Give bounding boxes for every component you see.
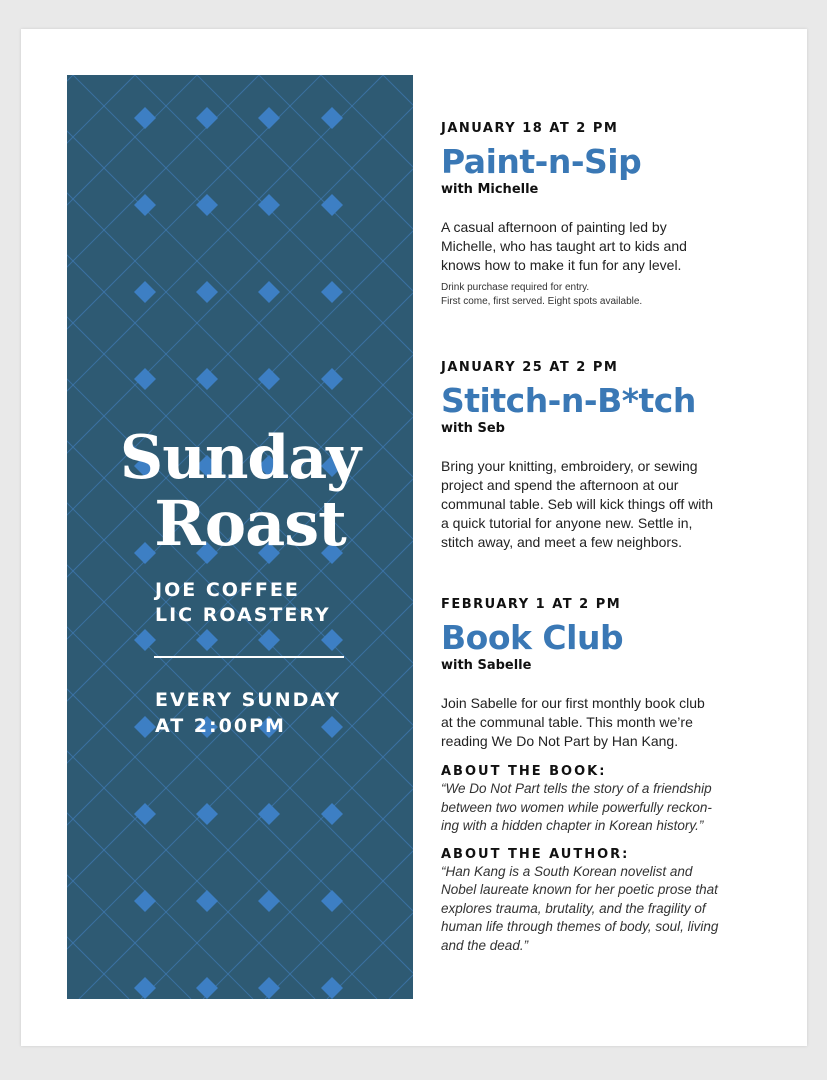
pattern-diamond xyxy=(321,194,343,216)
pattern-diamond xyxy=(134,629,156,651)
pattern-diamond xyxy=(196,977,218,999)
quote-line: “We Do Not Part tells the story of a friendship xyxy=(441,781,712,796)
about-book-heading: ABOUT THE BOOK: xyxy=(441,764,607,779)
note-line: First come, first served. Eight spots available. xyxy=(441,296,643,307)
about-author-heading: ABOUT THE AUTHOR: xyxy=(441,846,630,862)
event-host: with Seb xyxy=(441,421,505,436)
pattern-diamond xyxy=(321,368,343,390)
pattern-diamond xyxy=(196,890,218,912)
event-host: with Michelle xyxy=(441,182,539,197)
description-line: a quick tutorial for anyone new. Settle in, xyxy=(441,515,693,531)
pattern-diamond xyxy=(258,281,280,303)
event-book-club xyxy=(441,597,771,955)
event-stitch-n-bitch xyxy=(441,360,771,552)
description-line: Join Sabelle for our first monthly book club xyxy=(441,695,705,711)
description-line: Michelle, who has taught art to kids and xyxy=(441,238,687,254)
pattern-diamond xyxy=(134,107,156,129)
description-line: reading We Do Not Part by Han Kang. xyxy=(441,733,679,749)
quote-line: and the dead.” xyxy=(441,937,529,953)
pattern-diamond xyxy=(196,281,218,303)
quote-line: between two women while powerfully reckon- xyxy=(441,799,712,815)
quote-line: human life through themes of body, soul, living xyxy=(441,919,719,934)
title-line-2: Roast xyxy=(154,487,346,560)
about-author-text xyxy=(441,863,771,956)
divider xyxy=(154,656,344,658)
pattern-diamond xyxy=(321,107,343,129)
event-description xyxy=(441,457,771,552)
about-book-text xyxy=(441,780,771,836)
pattern-diamond xyxy=(321,977,343,999)
event-date: JANUARY 25 AT 2 PM xyxy=(441,360,619,375)
event-title: Paint-n-Sip xyxy=(441,142,642,181)
quote-line: Nobel laureate known for her poetic prose that xyxy=(441,882,718,897)
event-date: FEBRUARY 1 AT 2 PM xyxy=(441,597,622,612)
description-line: Bring your knitting, embroidery, or sewing xyxy=(441,458,698,474)
title-line-1: Sunday xyxy=(119,423,361,493)
description-line: knows how to make it fun for any level. xyxy=(441,257,682,273)
pattern-diamond xyxy=(321,629,343,651)
event-description xyxy=(441,218,771,275)
description-line: stitch away, and meet a few neighbors. xyxy=(441,534,682,550)
pattern-diamond xyxy=(196,107,218,129)
venue-line-2: LIC ROASTERY xyxy=(155,604,331,626)
event-description xyxy=(441,694,771,751)
quote-line: ing with a hidden chapter in Korean history.” xyxy=(441,818,704,833)
banner xyxy=(67,75,413,999)
quote-line: explores trauma, brutality, and the fragility of xyxy=(441,900,706,916)
pattern-diamond xyxy=(134,890,156,912)
description-line: communal table. Seb will kick things off with xyxy=(441,496,714,512)
event-paint-n-sip xyxy=(441,121,771,309)
pattern-diamond xyxy=(258,107,280,129)
pattern-diamond xyxy=(321,890,343,912)
schedule-line-1: EVERY SUNDAY xyxy=(155,689,342,711)
pattern-diamond xyxy=(258,977,280,999)
venue-line-1: JOE COFFEE xyxy=(155,579,300,601)
note-line: Drink purchase required for entry. xyxy=(441,282,590,293)
schedule-line-2: AT 2:00PM xyxy=(155,715,286,737)
pattern-diamond xyxy=(134,281,156,303)
event-date: JANUARY 18 AT 2 PM xyxy=(441,121,619,136)
description-line: project and spend the afternoon at our xyxy=(441,477,679,493)
pattern-diamond xyxy=(321,281,343,303)
event-title: Book Club xyxy=(441,618,624,657)
description-line: A casual afternoon of painting led by xyxy=(441,219,667,235)
event-title: Stitch-n-B*tch xyxy=(441,381,696,420)
event-host: with Sabelle xyxy=(441,658,532,673)
quote-line: “Han Kang is a South Korean novelist and xyxy=(441,863,693,879)
event-notes xyxy=(441,281,771,309)
schedule xyxy=(155,687,341,739)
description-line: at the communal table. This month we’re xyxy=(441,714,693,730)
pattern-diamond xyxy=(134,716,156,738)
pattern-diamond xyxy=(258,629,280,651)
pattern-diamond xyxy=(196,629,218,651)
pattern-line xyxy=(67,75,73,999)
venue xyxy=(155,578,331,628)
pattern-diamond xyxy=(134,977,156,999)
pattern-diamond xyxy=(258,890,280,912)
